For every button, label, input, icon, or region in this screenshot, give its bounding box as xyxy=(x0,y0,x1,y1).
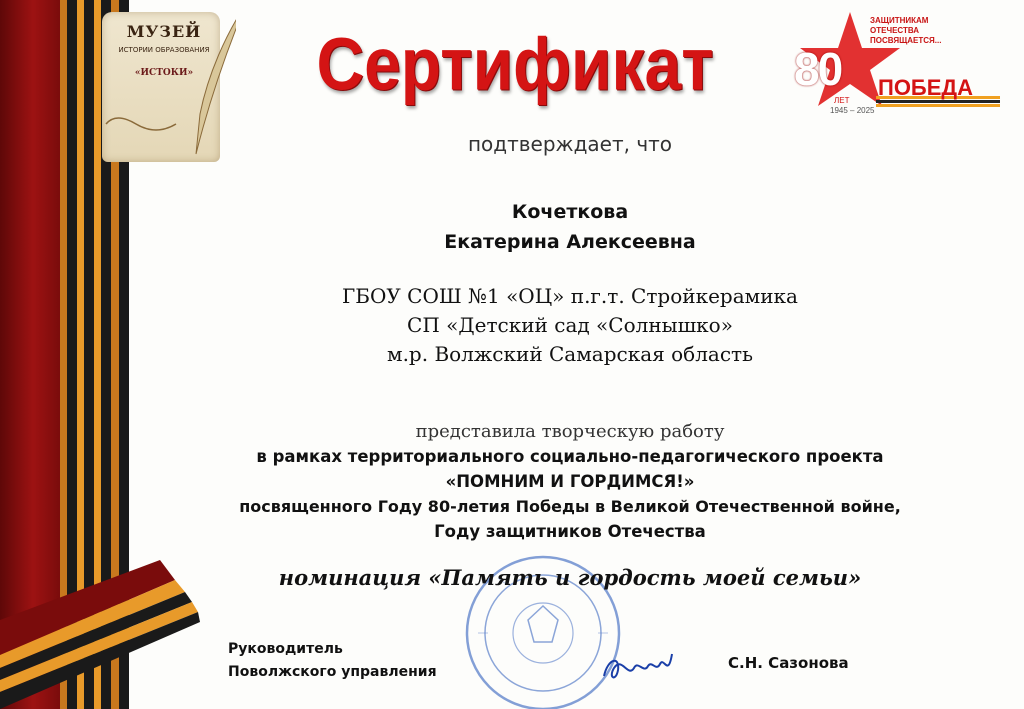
position-line: Поволжского управления xyxy=(228,664,437,680)
museum-title: МУЗЕЙ xyxy=(126,22,202,41)
organization-line: ГБОУ СОШ №1 «ОЦ» п.г.т. Стройкерамика xyxy=(342,284,798,308)
signatory-name: С.Н. Сазонова xyxy=(728,654,849,672)
victory-label: ПОБЕДА xyxy=(878,75,973,100)
organization-line: СП «Детский сад «Солнышко» xyxy=(407,313,733,337)
position-line: Руководитель xyxy=(228,641,343,657)
handwritten-signature xyxy=(598,648,678,688)
years-label: ЛЕТ xyxy=(834,96,850,105)
presented-text: представила творческую работу xyxy=(415,421,725,442)
project-line: Году защитников Отечества xyxy=(434,522,706,541)
confirms-text: подтверждает, что xyxy=(467,132,673,156)
project-line: в рамках территориального социально-педагогического проекта xyxy=(256,447,884,466)
organization-line: м.р. Волжский Самарская область xyxy=(387,342,753,366)
nomination-text: номинация «Память и гордость моей семьи» xyxy=(278,565,862,590)
victory-80-logo xyxy=(790,10,1010,120)
years-range: 1945 – 2025 xyxy=(830,106,875,115)
museum-name: «ИСТОКИ» xyxy=(134,68,194,78)
recipient-surname: Кочеткова xyxy=(511,201,629,223)
project-title: «ПОМНИМ И ГОРДИМСЯ!» xyxy=(445,472,695,491)
project-line: посвященного Году 80-летия Победы в Великой Отечественной войне, xyxy=(239,497,901,516)
museum-subtitle: ИСТОРИИ ОБРАЗОВАНИЯ xyxy=(118,46,210,54)
signatory-position xyxy=(228,638,437,684)
recipient-given-names: Екатерина Алексеевна xyxy=(444,231,696,253)
dedication-text: ЗАЩИТНИКАМ ОТЕЧЕСТВА ПОСВЯЩАЕТСЯ... xyxy=(870,16,942,45)
anniversary-number: 80 xyxy=(794,43,842,95)
certificate-title: Сертификат xyxy=(316,22,714,106)
